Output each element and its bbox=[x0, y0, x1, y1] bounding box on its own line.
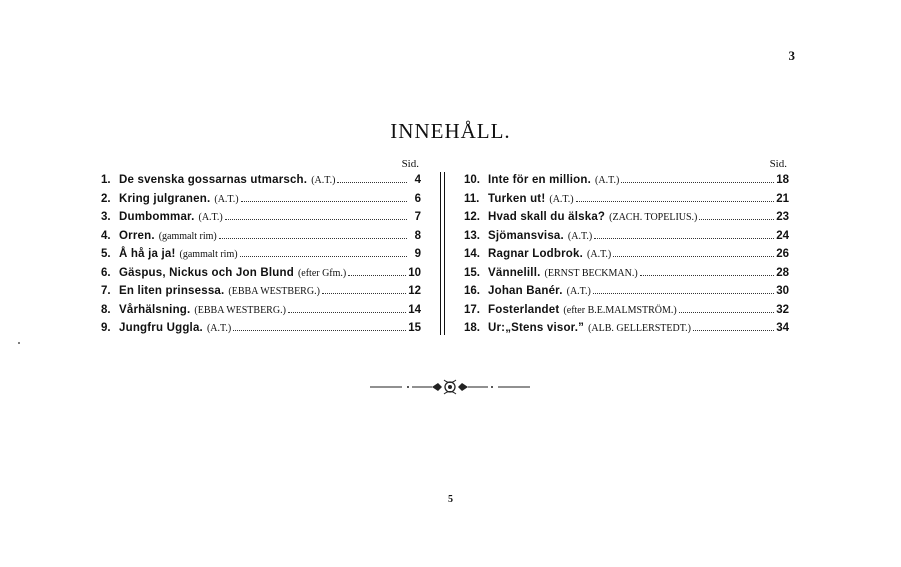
toc-entry bbox=[464, 301, 789, 320]
entry-author: (EBBA WESTBERG.) bbox=[228, 286, 320, 297]
entry-title: Ur:„Stens visor.” bbox=[488, 322, 585, 334]
entry-page: 34 bbox=[776, 322, 789, 334]
leader-dots bbox=[288, 312, 406, 313]
entry-number: 4. bbox=[101, 229, 111, 242]
entry-title: Dumbommar. bbox=[119, 211, 195, 223]
entry-number: 10. bbox=[464, 174, 480, 186]
entry-title: Vårhälsning. bbox=[119, 303, 191, 316]
entry-number: 11. bbox=[464, 192, 480, 205]
toc-entry bbox=[101, 282, 421, 301]
entry-number: 16. bbox=[464, 285, 480, 297]
leader-dots bbox=[613, 256, 774, 257]
entry-page: 14 bbox=[408, 303, 421, 316]
entry-page: 30 bbox=[776, 285, 789, 297]
entry-author: (A.T.) bbox=[595, 175, 620, 186]
entry-page: 15 bbox=[408, 322, 421, 334]
entry-title: Turken ut! bbox=[488, 192, 546, 205]
entry-page: 18 bbox=[776, 174, 789, 186]
leader-dots bbox=[576, 201, 775, 202]
entry-title: En liten prinsessa. bbox=[119, 285, 225, 297]
entry-title: Vännelill. bbox=[488, 266, 541, 279]
toc-entry bbox=[464, 319, 789, 338]
sid-label-right: Sid. bbox=[769, 158, 787, 170]
toc-entry bbox=[101, 227, 421, 246]
entry-author: (A.T.) bbox=[549, 193, 574, 205]
toc-entry bbox=[101, 171, 421, 190]
entry-page: 7 bbox=[414, 211, 421, 223]
entry-author: (A.T.) bbox=[587, 249, 612, 260]
leader-dots bbox=[233, 330, 406, 331]
entry-title: Å hå ja ja! bbox=[119, 248, 176, 260]
entry-number: 15. bbox=[464, 266, 480, 279]
leader-dots bbox=[679, 312, 774, 313]
toc-list-left bbox=[101, 171, 421, 338]
entry-title: Hvad skall du älska? bbox=[488, 211, 606, 223]
entry-author: (A.T.) bbox=[214, 193, 239, 205]
toc-entry bbox=[464, 208, 789, 227]
column-divider bbox=[440, 172, 445, 335]
entry-page: 8 bbox=[414, 229, 421, 242]
entry-author: (gammalt rim) bbox=[179, 249, 238, 260]
leader-dots bbox=[693, 330, 774, 331]
entry-number: 17. bbox=[464, 303, 480, 316]
entry-page: 28 bbox=[776, 266, 789, 279]
entry-title: Gäspus, Nickus och Jon Blund bbox=[119, 266, 294, 279]
entry-page: 10 bbox=[408, 266, 421, 279]
entry-title: Fosterlandet bbox=[488, 303, 560, 316]
page-number-top: 3 bbox=[788, 48, 795, 63]
leader-dots bbox=[240, 256, 407, 257]
paper-speck bbox=[18, 342, 20, 344]
entry-page: 21 bbox=[776, 192, 789, 205]
leader-dots bbox=[594, 238, 774, 239]
entry-page: 32 bbox=[776, 303, 789, 316]
entry-page: 6 bbox=[414, 192, 421, 205]
toc-entry bbox=[464, 245, 789, 264]
toc-entry bbox=[101, 264, 421, 283]
leader-dots bbox=[337, 182, 407, 183]
toc-entry bbox=[101, 301, 421, 320]
leader-dots bbox=[699, 219, 774, 220]
toc-entry bbox=[101, 319, 421, 338]
page-title: INNEHÅLL. bbox=[390, 119, 511, 143]
entry-number: 8. bbox=[101, 303, 111, 316]
entry-page: 12 bbox=[408, 285, 421, 297]
leader-dots bbox=[640, 275, 775, 276]
leader-dots bbox=[593, 293, 774, 294]
entry-page: 4 bbox=[414, 174, 421, 186]
entry-number: 12. bbox=[464, 211, 480, 223]
entry-title: De svenska gossarnas utmarsch. bbox=[119, 174, 308, 186]
entry-title: Sjömansvisa. bbox=[488, 229, 564, 242]
toc-column-left bbox=[101, 158, 421, 338]
entry-number: 6. bbox=[101, 266, 111, 279]
entry-author: (A.T.) bbox=[566, 286, 591, 297]
entry-number: 2. bbox=[101, 192, 111, 205]
entry-page: 26 bbox=[776, 248, 789, 260]
leader-dots bbox=[348, 275, 406, 276]
entry-number: 1. bbox=[101, 174, 111, 186]
entry-author: (A.T.) bbox=[311, 175, 336, 186]
entry-title: Johan Banér. bbox=[488, 285, 563, 297]
entry-number: 3. bbox=[101, 211, 111, 223]
leader-dots bbox=[322, 293, 406, 294]
entry-page: 23 bbox=[776, 211, 789, 223]
page-number-bottom: 5 bbox=[448, 494, 453, 505]
entry-title: Kring julgranen. bbox=[119, 192, 211, 205]
leader-dots bbox=[621, 182, 774, 183]
entry-author: (ZACH. TOPELIUS.) bbox=[609, 212, 698, 223]
entry-number: 9. bbox=[101, 322, 111, 334]
leader-dots bbox=[225, 219, 407, 220]
entry-number: 5. bbox=[101, 248, 111, 260]
entry-title: Ragnar Lodbrok. bbox=[488, 248, 584, 260]
entry-author: (A.T.) bbox=[206, 323, 232, 334]
toc-entry bbox=[101, 190, 421, 209]
toc-entry bbox=[464, 264, 789, 283]
toc-entry bbox=[464, 171, 789, 190]
entry-title: Jungfru Uggla. bbox=[119, 322, 203, 334]
entry-number: 13. bbox=[464, 229, 480, 242]
entry-title: Inte för en million. bbox=[488, 174, 592, 186]
entry-page: 24 bbox=[776, 229, 789, 242]
leader-dots bbox=[219, 238, 407, 239]
toc-entry bbox=[101, 208, 421, 227]
entry-author: (EBBA WESTBERG.) bbox=[194, 304, 286, 316]
entry-page: 9 bbox=[414, 248, 421, 260]
entry-author: (efter B.E.MALMSTRÖM.) bbox=[563, 304, 677, 316]
entry-author: (efter Gfm.) bbox=[297, 267, 347, 279]
entry-number: 14. bbox=[464, 248, 480, 260]
toc-column-right bbox=[464, 158, 789, 338]
entry-author: (gammalt rim) bbox=[158, 230, 217, 242]
entry-author: (ALB. GELLERSTEDT.) bbox=[588, 323, 691, 334]
entry-author: (A.T.) bbox=[567, 230, 593, 242]
sid-label-left: Sid. bbox=[401, 158, 419, 170]
ornament-divider bbox=[370, 376, 530, 398]
toc-entry bbox=[464, 190, 789, 209]
entry-title: Orren. bbox=[119, 229, 155, 242]
leader-dots bbox=[241, 201, 407, 202]
toc-entry bbox=[464, 282, 789, 301]
entry-author: (ERNST BECKMAN.) bbox=[544, 267, 638, 279]
entry-number: 7. bbox=[101, 285, 111, 297]
entry-author: (A.T.) bbox=[198, 212, 223, 223]
toc-entry bbox=[464, 227, 789, 246]
entry-number: 18. bbox=[464, 322, 480, 334]
toc-entry bbox=[101, 245, 421, 264]
toc-list-right bbox=[464, 171, 789, 338]
